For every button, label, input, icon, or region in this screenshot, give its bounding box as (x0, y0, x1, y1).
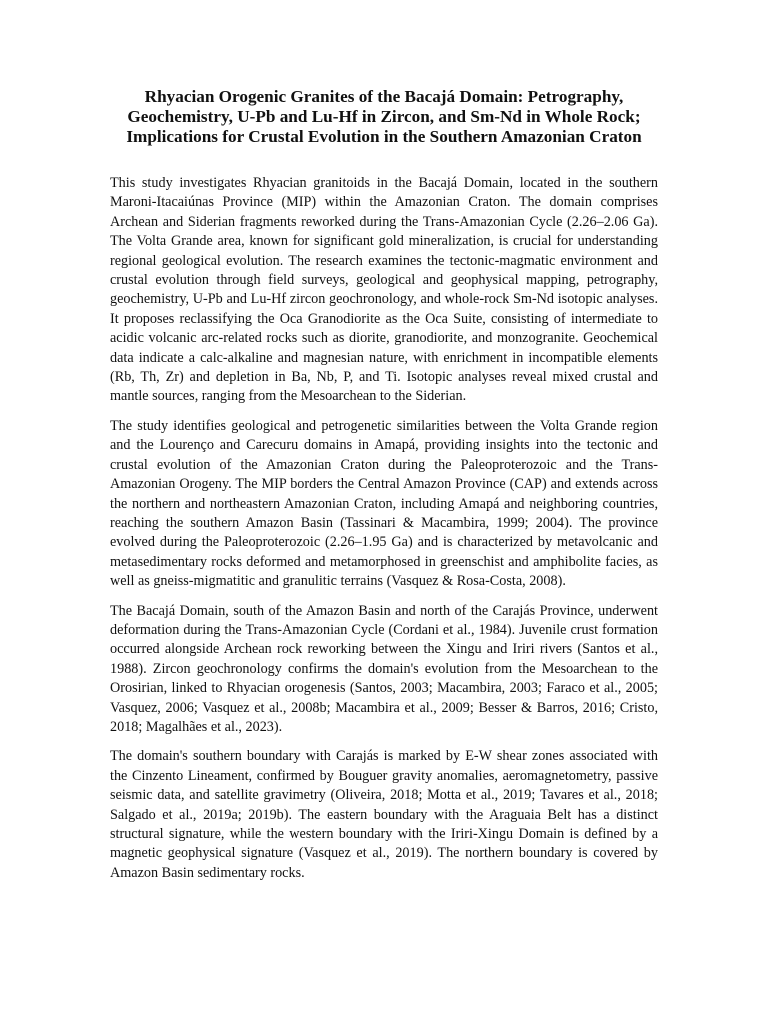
paragraph-3: The Bacajá Domain, south of the Amazon Basin and north of the Carajás Province, underwent deformation during the Trans-Amazonian Cycle (Cordani et al., 1984). Juvenile crust formation occurred alongside Archean rock reworking between the Xingu and Iriri rivers (Santos et al., 1988). Zircon geochronology confirms the domain's evolution from the Mesoarchean to the Orosirian, linked to Rhyacian orogenesis (Santos, 2003; Macambira, 2003; Faraco et al., 2005; Vasquez, 2006; Vasquez et al., 2008b; Macambira et al., 2009; Besser & Barros, 2016; Cristo, 2018; Magalhães et al., 2023). (110, 602, 658, 735)
paper-title: Rhyacian Orogenic Granites of the Bacajá Domain: Petrography, Geochemistry, U-Pb and Lu-Hf in Zircon, and Sm-Nd in Whole Rock; Implications for Crustal Evolution in the Southern Amazonian Craton (126, 87, 642, 146)
paragraph-4: The domain's southern boundary with Carajás is marked by E-W shear zones associated with the Cinzento Lineament, confirmed by Bouguer gravity anomalies, aeromagnetometry, passive seismic data, and satellite gravimetry (Oliveira, 2018; Motta et al., 2019; Tavares et al., 2018; Salgado et al., 2019a; 2019b). The eastern boundary with the Araguaia Belt has a distinct structural signature, while the western boundary with the Iriri-Xingu Domain is defined by a magnetic geophysical signature (Vasquez et al., 2019). The northern boundary is covered by Amazon Basin sedimentary rocks. (110, 748, 658, 881)
abstract-body (110, 174, 658, 893)
paragraph-2: The study identifies geological and petrogenetic similarities between the Volta Grande region and the Lourenço and Carecuru domains in Amapá, providing insights into the tectonic and crustal evolution of the Amazonian Craton during the Paleoproterozoic and the Trans-Amazonian Orogeny. The MIP borders the Central Amazon Province (CAP) and extends across the northern and northeastern Amazonian Craton, including Amapá and neighboring countries, reaching the southern Amazon Basin (Tassinari & Macambira, 1999; 2004). The province evolved during the Paleoproterozoic (2.26–1.95 Ga) and is characterized by metavolcanic and metasedimentary rocks deformed and metamorphosed in greenschist and amphibolite facies, as well as gneiss-migmatitic and granulitic terrains (Vasquez & Rosa-Costa, 2008). (110, 417, 658, 590)
paragraph-1: This study investigates Rhyacian granitoids in the Bacajá Domain, located in the southern Maroni-Itacaiúnas Province (MIP) within the Amazonian Craton. The domain comprises Archean and Siderian fragments reworked during the Trans-Amazonian Cycle (2.26–2.06 Ga). The Volta Grande area, known for significant gold mineralization, is crucial for understanding regional geological evolution. The research examines the tectonic-magmatic environment and crustal evolution through field surveys, geological and geophysical mapping, petrography, geochemistry, U-Pb and Lu-Hf zircon geochronology, and whole-rock Sm-Nd isotopic analyses. It proposes reclassifying the Oca Granodiorite as the Oca Suite, consisting of intermediate to acidic volcanic arc-related rocks such as diorite, granodiorite, and monzogranite. Geochemical data indicate a calc-alkaline and magnesian nature, with enrichment in incompatible elements (Rb, Th, Zr) and depletion in Ba, Nb, P, and Ti. Isotopic analyses reveal mixed crustal and mantle sources, ranging from the Mesoarchean to the Siderian. (110, 175, 658, 405)
